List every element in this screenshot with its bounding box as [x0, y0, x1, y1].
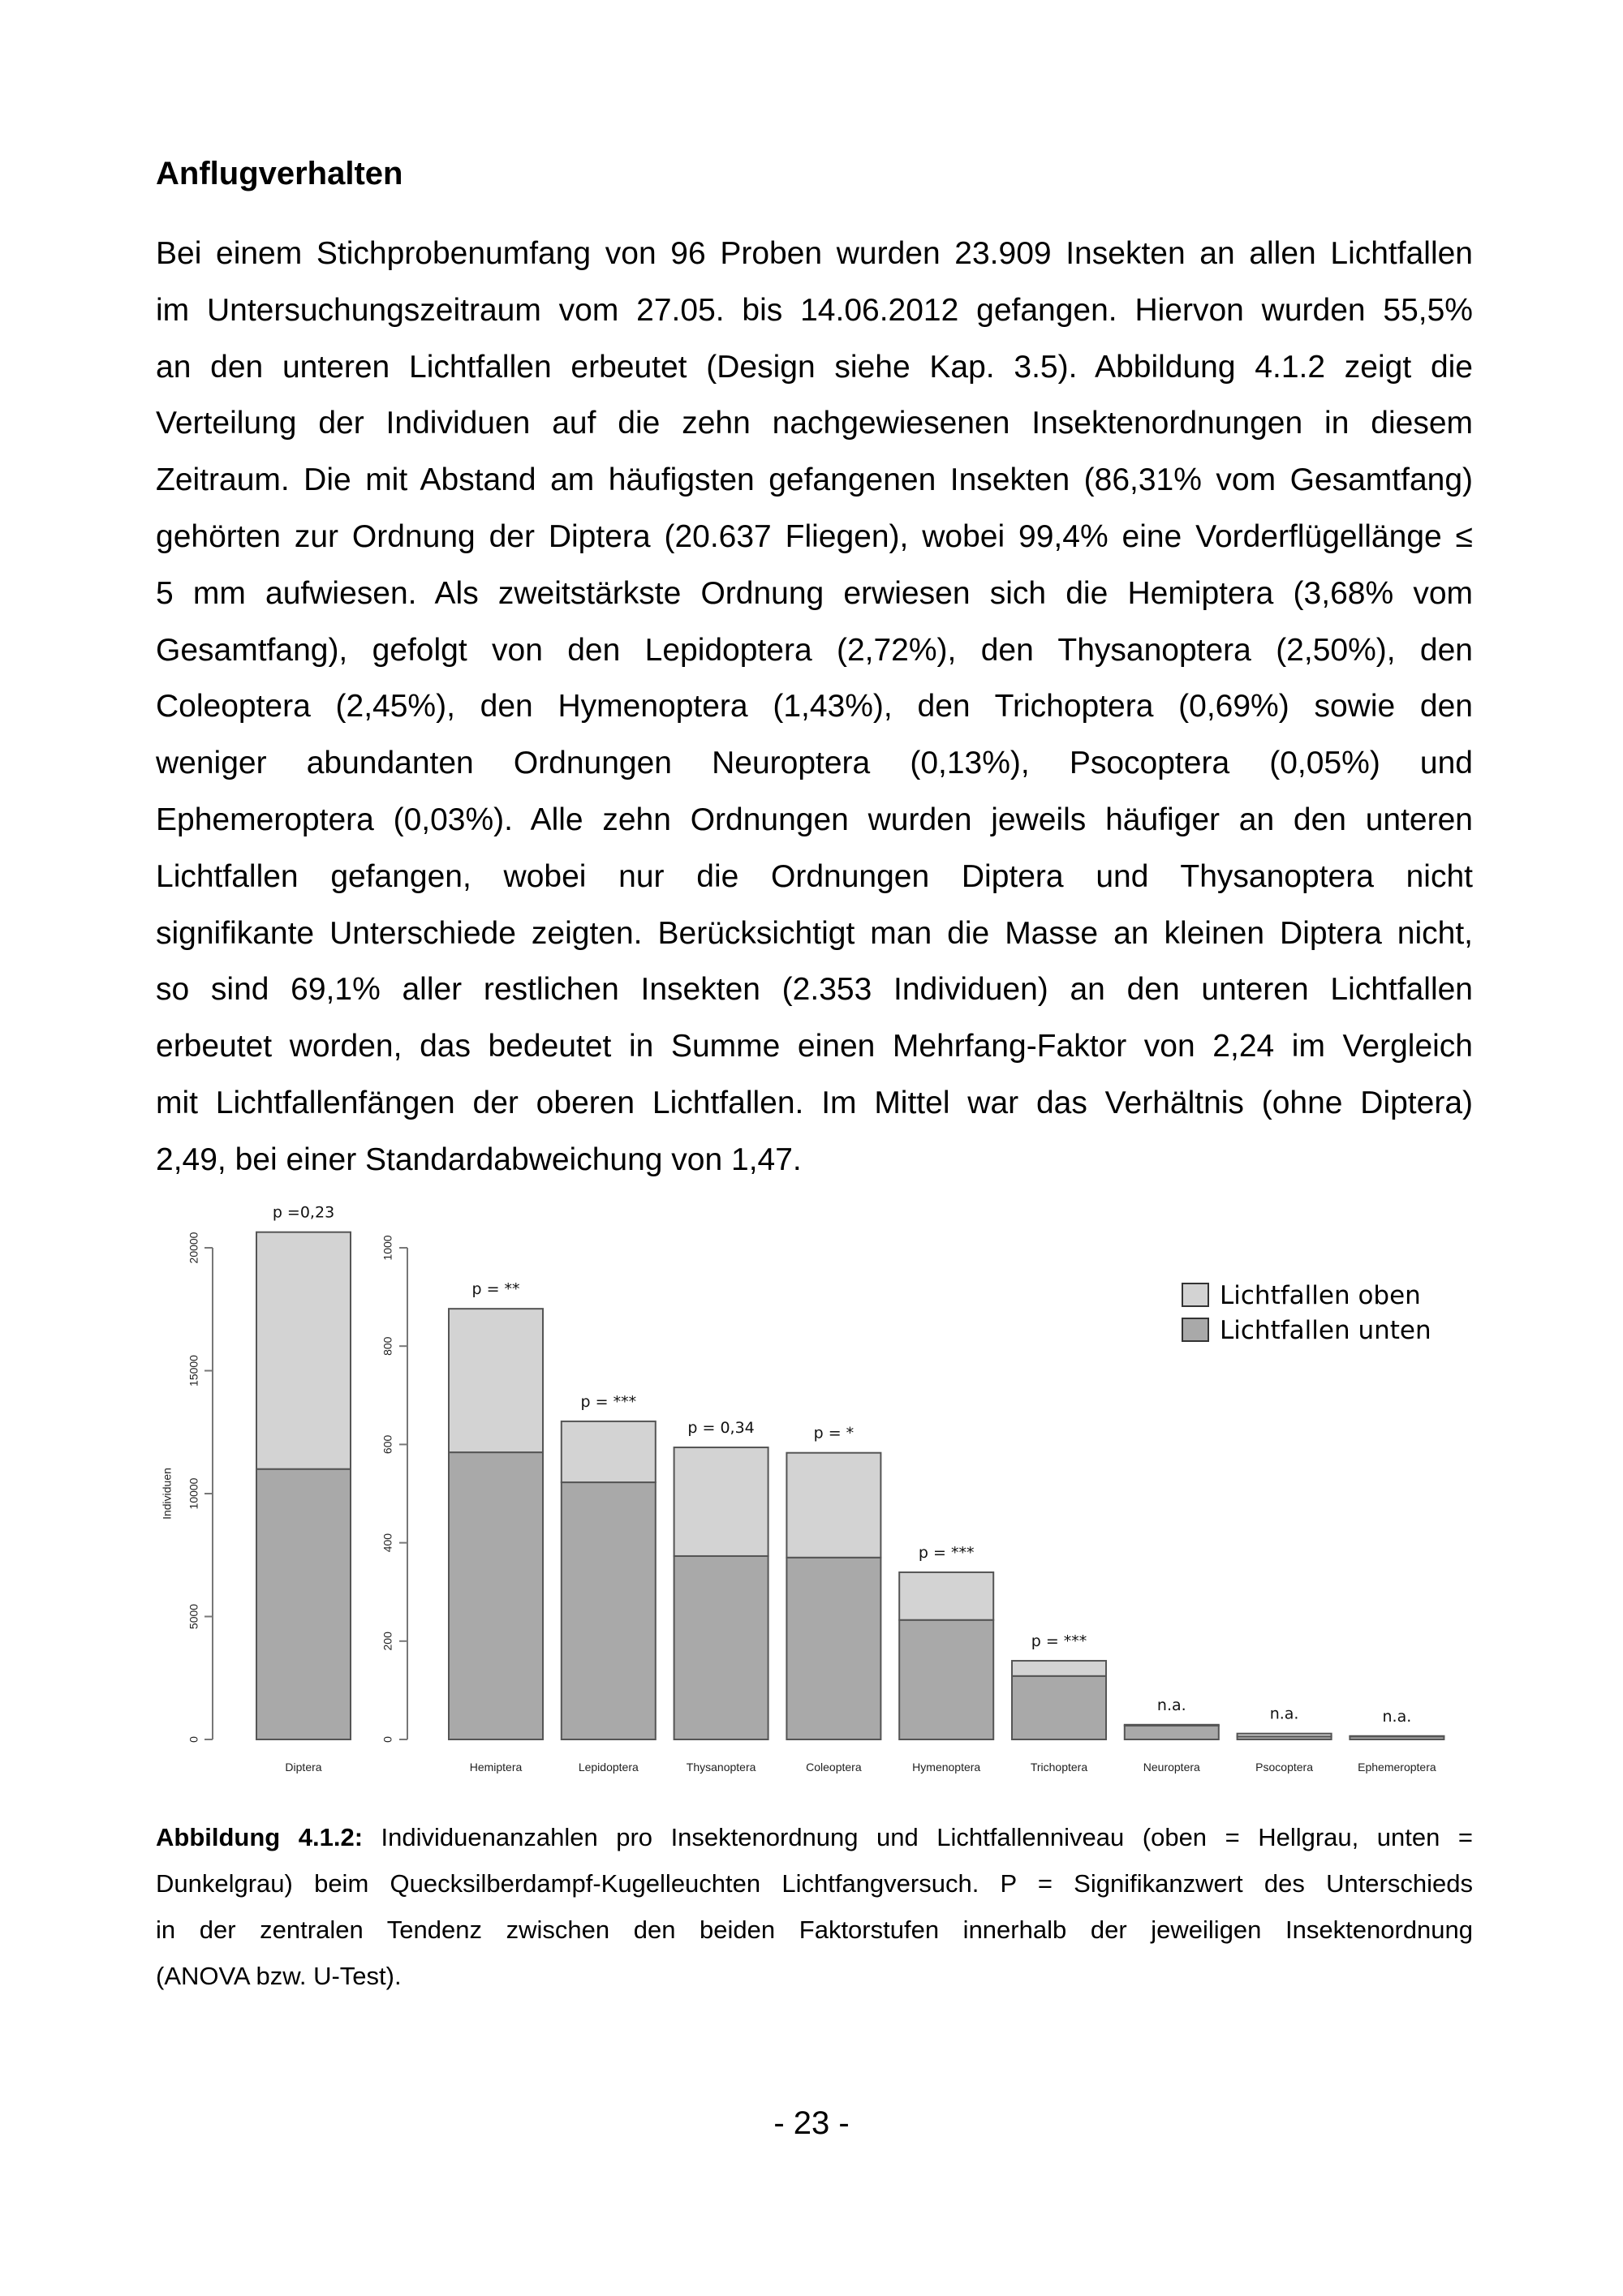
bar-lepidoptera: [562, 1393, 656, 1774]
tick-label: 10000: [187, 1477, 200, 1510]
body-line: Ephemeroptera (0,03%). Alle zehn Ordnungen wurden jeweils häufiger an den unteren: [156, 802, 1473, 837]
category-label: Thysanoptera: [686, 1761, 756, 1774]
bar-thysanoptera: [674, 1419, 768, 1774]
chart-legend: [1182, 1281, 1431, 1345]
legend-swatch: [1182, 1318, 1208, 1341]
legend-label: Lichtfallen unten: [1220, 1316, 1431, 1345]
bar-segment-unten: [786, 1558, 880, 1739]
bar-segment-unten: [899, 1620, 993, 1739]
legend-item: [1182, 1316, 1431, 1345]
bar-trichoptera: [1012, 1632, 1106, 1774]
bar-segment-unten: [1238, 1736, 1332, 1739]
tick-label: 15000: [187, 1355, 200, 1387]
section-heading: Anflugverhalten: [156, 156, 403, 191]
p-value-label: p = ***: [580, 1392, 637, 1411]
body-line: 2,49, bei einer Standardabweichung von 1,47.: [156, 1142, 802, 1177]
p-value-label: p = ***: [1031, 1632, 1087, 1651]
body-line: weniger abundanten Ordnungen Neuroptera (0,13%), Psocoptera (0,05%) und: [156, 746, 1473, 781]
body-line: Gesamtfang), gefolgt von den Lepidoptera (2,72%), den Thysanoptera (2,50%), den: [156, 632, 1473, 668]
bar-psocoptera: [1238, 1705, 1332, 1774]
category-label: Psocoptera: [1255, 1761, 1314, 1774]
bar-segment-unten: [449, 1452, 543, 1739]
p-value-label: p = **: [471, 1280, 520, 1299]
p-value-label: p = ***: [918, 1543, 975, 1562]
body-line: signifikante Unterschiede zeigten. Berücksichtigt man die Masse an kleinen Diptera nicht,: [156, 915, 1473, 951]
tick-label: 0: [187, 1736, 200, 1743]
legend-item: [1182, 1281, 1421, 1310]
p-value-label: p = 0,34: [687, 1419, 755, 1438]
legend-swatch: [1182, 1283, 1208, 1306]
p-value-label: p = *: [813, 1424, 855, 1443]
bar-segment-unten: [562, 1482, 656, 1739]
body-line: so sind 69,1% aller restlichen Insekten (2.353 Individuen) an den unteren Lichtfallen: [156, 972, 1473, 1008]
category-label: Lepidoptera: [578, 1761, 639, 1774]
bar-segment-unten: [1012, 1676, 1106, 1739]
orders-chart: [381, 1235, 1444, 1774]
diptera-chart: [161, 1204, 351, 1774]
body-line: Verteilung der Individuen auf die zehn nachgewiesenen Insektenordnungen in diesem: [156, 406, 1473, 441]
bar-segment-oben: [562, 1421, 656, 1482]
tick-label: 0: [381, 1736, 394, 1743]
body-line: Zeitraum. Die mit Abstand am häufigsten gefangenen Insekten (86,31% vom Gesamtfang): [156, 462, 1473, 498]
bar-segment-unten: [674, 1556, 768, 1739]
p-value-label: n.a.: [1269, 1705, 1299, 1723]
bar-segment-unten: [256, 1469, 351, 1739]
tick-label: 400: [381, 1533, 394, 1553]
legend-label: Lichtfallen oben: [1220, 1281, 1421, 1310]
category-label: Trichoptera: [1030, 1761, 1088, 1774]
tick-label: 600: [381, 1434, 394, 1455]
category-label: Diptera: [285, 1761, 322, 1774]
body-line: 5 mm aufwiesen. Als zweitstärkste Ordnung erwiesen sich die Hemiptera (3,68% vom: [156, 575, 1473, 611]
bar-segment-oben: [674, 1447, 768, 1556]
category-label: Hymenoptera: [912, 1761, 981, 1774]
bar-segment-oben: [1125, 1725, 1219, 1726]
bar-segment-oben: [899, 1572, 993, 1620]
caption-line: (ANOVA bzw. U-Test).: [156, 1962, 402, 1990]
bar-ephemeroptera: [1350, 1708, 1444, 1774]
bar-segment-unten: [1125, 1726, 1219, 1739]
tick-label: 800: [381, 1336, 394, 1356]
caption-line: Dunkelgrau) beim Quecksilberdampf-Kugelleuchten Lichtfangversuch. P = Signifikanzwert des Unterschieds: [156, 1869, 1473, 1898]
caption-text: Individuenanzahlen pro Insektenordnung und Lichtfallenniveau (oben = Hellgrau, unten =: [363, 1823, 1473, 1851]
body-line: gehörten zur Ordnung der Diptera (20.637 Fliegen), wobei 99,4% eine Vorderflügellänge ≤: [156, 518, 1473, 554]
bar-hymenoptera: [899, 1544, 993, 1774]
bar-segment-oben: [786, 1453, 880, 1558]
caption-line: [156, 1814, 1473, 1860]
page-number: - 23 -: [773, 2105, 850, 2141]
caption-label: Abbildung 4.1.2:: [156, 1823, 364, 1851]
bar-coleoptera: [786, 1425, 880, 1774]
bar-segment-oben: [1350, 1736, 1444, 1737]
body-line: im Untersuchungszeitraum vom 27.05. bis 14.06.2012 gefangen. Hiervon wurden 55,5%: [156, 292, 1473, 328]
bar-diptera: [256, 1204, 351, 1774]
bar-segment-oben: [1012, 1661, 1106, 1676]
p-value-label: n.a.: [1382, 1707, 1412, 1726]
figure-caption: [156, 1814, 1473, 1999]
bar-neuroptera: [1125, 1696, 1219, 1774]
tick-label: 20000: [187, 1232, 200, 1264]
category-label: Neuroptera: [1143, 1761, 1200, 1774]
bar-segment-oben: [449, 1309, 543, 1452]
p-value-label: p =0,23: [272, 1203, 335, 1222]
body-line: Bei einem Stichprobenumfang von 96 Proben wurden 23.909 Insekten an allen Lichtfallen: [156, 236, 1473, 271]
body-paragraph: [156, 226, 1473, 1189]
bar-segment-oben: [1238, 1734, 1332, 1737]
bar-hemiptera: [449, 1280, 543, 1774]
caption-line: in der zentralen Tendenz zwischen den beiden Faktorstufen innerhalb der jeweiligen Insektenordnung: [156, 1915, 1473, 1944]
bar-segment-unten: [1350, 1736, 1444, 1739]
tick-label: 1000: [381, 1235, 394, 1261]
body-line: an den unteren Lichtfallen erbeutet (Design siehe Kap. 3.5). Abbildung 4.1.2 zeigt die: [156, 349, 1473, 385]
category-label: Ephemeroptera: [1358, 1761, 1436, 1774]
body-line: erbeutet worden, das bedeutet in Summe einen Mehrfang-Faktor von 2,24 im Vergleich: [156, 1029, 1473, 1064]
category-label: Hemiptera: [469, 1761, 523, 1774]
body-line: Coleoptera (2,45%), den Hymenoptera (1,43%), den Trichoptera (0,69%) sowie den: [156, 689, 1473, 724]
y-axis-label: Individuen: [160, 1468, 174, 1520]
p-value-label: n.a.: [1156, 1696, 1186, 1714]
tick-label: 200: [381, 1632, 394, 1651]
category-label: Coleoptera: [806, 1761, 862, 1774]
body-line: Lichtfallen gefangen, wobei nur die Ordnungen Diptera und Thysanoptera nicht: [156, 858, 1473, 894]
tick-label: 5000: [187, 1603, 200, 1630]
body-line: mit Lichtfallenfängen der oberen Lichtfallen. Im Mittel war das Verhältnis (ohne Diptera): [156, 1085, 1473, 1120]
bar-segment-oben: [256, 1232, 351, 1469]
